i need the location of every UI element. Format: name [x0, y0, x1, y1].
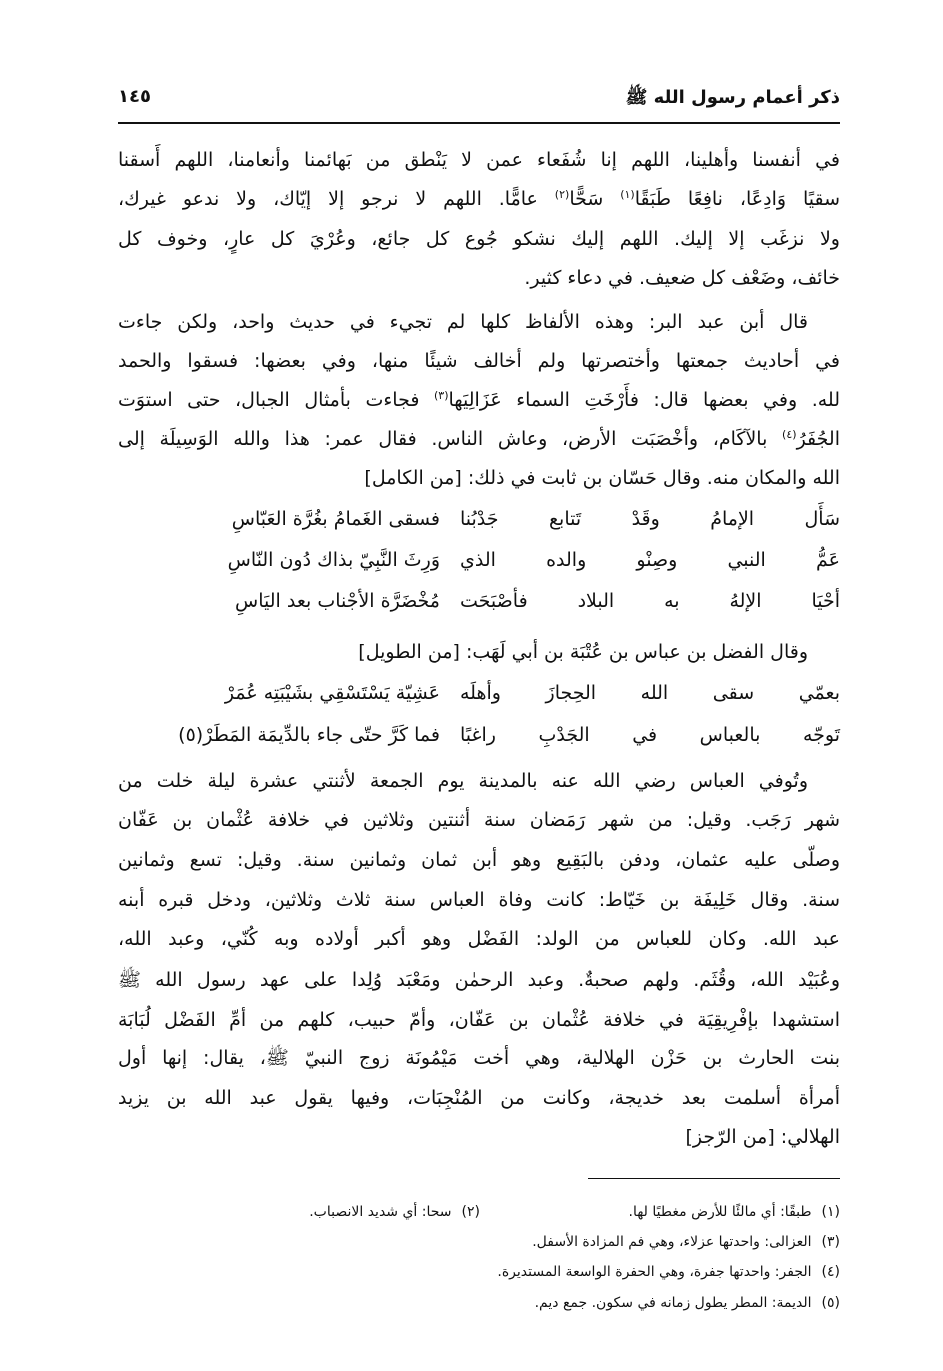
footnote-ref[interactable]: (٤): [782, 428, 797, 441]
header-rule: [118, 122, 840, 124]
text-line: وصلّى عليه عثمان، ودفن بالبَقِيع وهو أبن ثمان وثمانين سنة. وقيل: تسع وثمانين: [118, 849, 840, 871]
footnote: [535, 1292, 840, 1314]
text-line: استشهدا بإفْرِيقِيَة في خلافة عُثْمان بن عَفّان، وأمّ حبيب، كلهم من أمِّ الفَضْل لُبَابَة: [118, 1009, 840, 1031]
text-line: الله والمكان منه. وقال حَسّان بن ثابت في ذلك: [من الكامل]: [364, 467, 840, 489]
footnote-text: الديمة: المطر يطول زمانه في سكون. جمع ديم.: [534, 1295, 812, 1311]
footnote-number: (٣): [821, 1234, 840, 1250]
text-line: ولا نزغَب إلا إليك. اللهم إليك نشكو جُوع كل جائع، وعُرْيَ كل عارٍ، وخوف كل: [118, 228, 840, 250]
text-line: وعُبَيْد الله، وقُثَم. ولهم صحبةٌ. وعبد الرحمٰن ومَعْبَد وُلِدا على عهد رسول الله ﷺ: [118, 969, 840, 991]
text-line: الجُفَرُ$^{(٤)}$ بالآكَام، وأخْصَبَت الأرض، وعاش الناس. فقال عمر: هذا والله الوَسِيلَة إلى: [118, 428, 840, 450]
verse-hemistich-left: عَشِيّة يَسْتَسْقِي بشَيْبَتِه عُمَرْ: [224, 682, 440, 704]
verse-hemistich-right: تَوجّه بالعباس في الجَدْبِ راغبًا: [460, 724, 840, 746]
footnote-number: (٥): [821, 1295, 840, 1311]
verse-hemistich-right: عَمُّ النبي وصِنْو والده الذي: [460, 549, 840, 571]
verse-hemistich-left: فسقى الغَمامُ بغُرَّة العَبّاسِ: [231, 508, 440, 530]
text-line: خائف، وضَعْف كل ضعيف. في دعاء كثير.: [524, 267, 840, 289]
text-line: بنت الحارث بن حَزْن الهلالية، وهي أخت مَيْمُونَة زوج النبيّ ﷺ، يقال: إنها أول: [118, 1047, 840, 1069]
footnote-number: (٤): [821, 1264, 840, 1280]
footnote-text: العزالى: واحدتها عزلاء، وهي فم المزادة الأسفل.: [532, 1234, 812, 1250]
footnote-number: (٢): [461, 1204, 480, 1220]
footnote-rule: [588, 1178, 840, 1179]
text-line: قال أبن عبد البر: وهذه الألفاظ كلها لم تجيء في حديث واحد، ولكن جاءت: [118, 311, 808, 333]
text-line: وتُوفي العباس رضي الله عنه بالمدينة يوم الجمعة لأثنتي عشرة ليلة خلت من: [118, 770, 808, 792]
text-line: سنة. وقال خَلِيفَة بن خَيّاط: كانت وفاة العباس سنة ثلاث وثلاثين، ودخل قبره أبنه: [118, 889, 840, 911]
verse-hemistich-left: فما كَرَّ حتّى جاء بالدِّيمَة المَطَرْ(٥): [178, 724, 440, 746]
text-line: عبد الله. وكان للعباس من الولد: الفَضْل وهو أكبر أولاده وبه كُنّي، وعبد الله،: [118, 928, 840, 950]
footnote-number: (١): [821, 1204, 840, 1220]
text-line: سقيًا وَادِعًا، نافِعًا طَبَقًا$^{(١)}$ سَحًّا$^{(٢)}$ عامًّا. اللهم لا نرجو إلا إيّاك، ولا ندعو غيرك،: [118, 188, 840, 210]
footnote-ref[interactable]: (٣): [433, 389, 449, 402]
footnote: [629, 1201, 841, 1223]
text-line: في أنفسنا وأهلينا، اللهم إنا شُفَعاء عمن لا يَنْطق من بَهائمنا وأنعامنا، اللهم أَسقنا: [118, 149, 840, 171]
text-line: الهلالي: [من الرّجز]: [685, 1126, 840, 1148]
footnote: [497, 1261, 840, 1283]
verse-hemistich-right: سَأَل الإمامُ وقَدْ تَتابع جَدْبُنا: [460, 508, 840, 530]
footnote-ref[interactable]: (١): [620, 188, 635, 201]
verse-hemistich-right: بعمّي سقى الله الحِجازَ وأهلَه: [460, 682, 840, 704]
text-line: في أحاديث جمعتها وأختصرتها ولم أخالف شيئًا منها، وفي بعضها: فسقوا والحمد: [118, 350, 840, 372]
footnote-text: سحا: أي شديد الانصباب.: [309, 1204, 452, 1220]
footnote: [532, 1231, 840, 1253]
page-number: ١٤٥: [118, 86, 151, 107]
footnote-ref[interactable]: (٢): [554, 188, 570, 201]
verse-hemistich-left: وَرِثَ النَّبِيّ بذاك دُون النّاسِ: [227, 549, 440, 571]
verse-hemistich-right: أحْيَا الإلهُ به البلاد فأصْبَحَت: [460, 590, 840, 612]
text-line: أمرأة أسلمت بعد خديجة، وكانت من المُنْجِبَات، وفيها يقول عبد الله بن يزيد: [118, 1087, 840, 1109]
text-line: لله. وفي بعضها قال: فأَرْخَتِ السماء عَزَالِيَها$^{(٣)}$ فجاءت بأمثال الجبال، حتى استوَت: [118, 389, 840, 411]
footnote-text: الجفر: واحدتها جفرة، وهي الحفرة الواسعة المستديرة.: [497, 1264, 812, 1280]
text-line: وقال الفضل بن عباس بن عُتْبَة بن أبي لَهَب: [من الطويل]: [358, 641, 808, 663]
footnote: [309, 1201, 480, 1223]
verse-hemistich-left: مُخْضَرَّة الأجْناب بعد اليَاسِ: [235, 590, 440, 612]
footnote-text: طبقًا: أي مالئًا للأرض مغطيًا لها.: [628, 1204, 812, 1220]
running-header-title: ذكر أعمام رسول الله ﷺ: [625, 87, 840, 108]
text-line: شهر رَجَب. وقيل: من شهر رَمَضان سنة أثنتين وثلاثين في خلافة عُثْمان بن عَفّان: [118, 809, 840, 831]
